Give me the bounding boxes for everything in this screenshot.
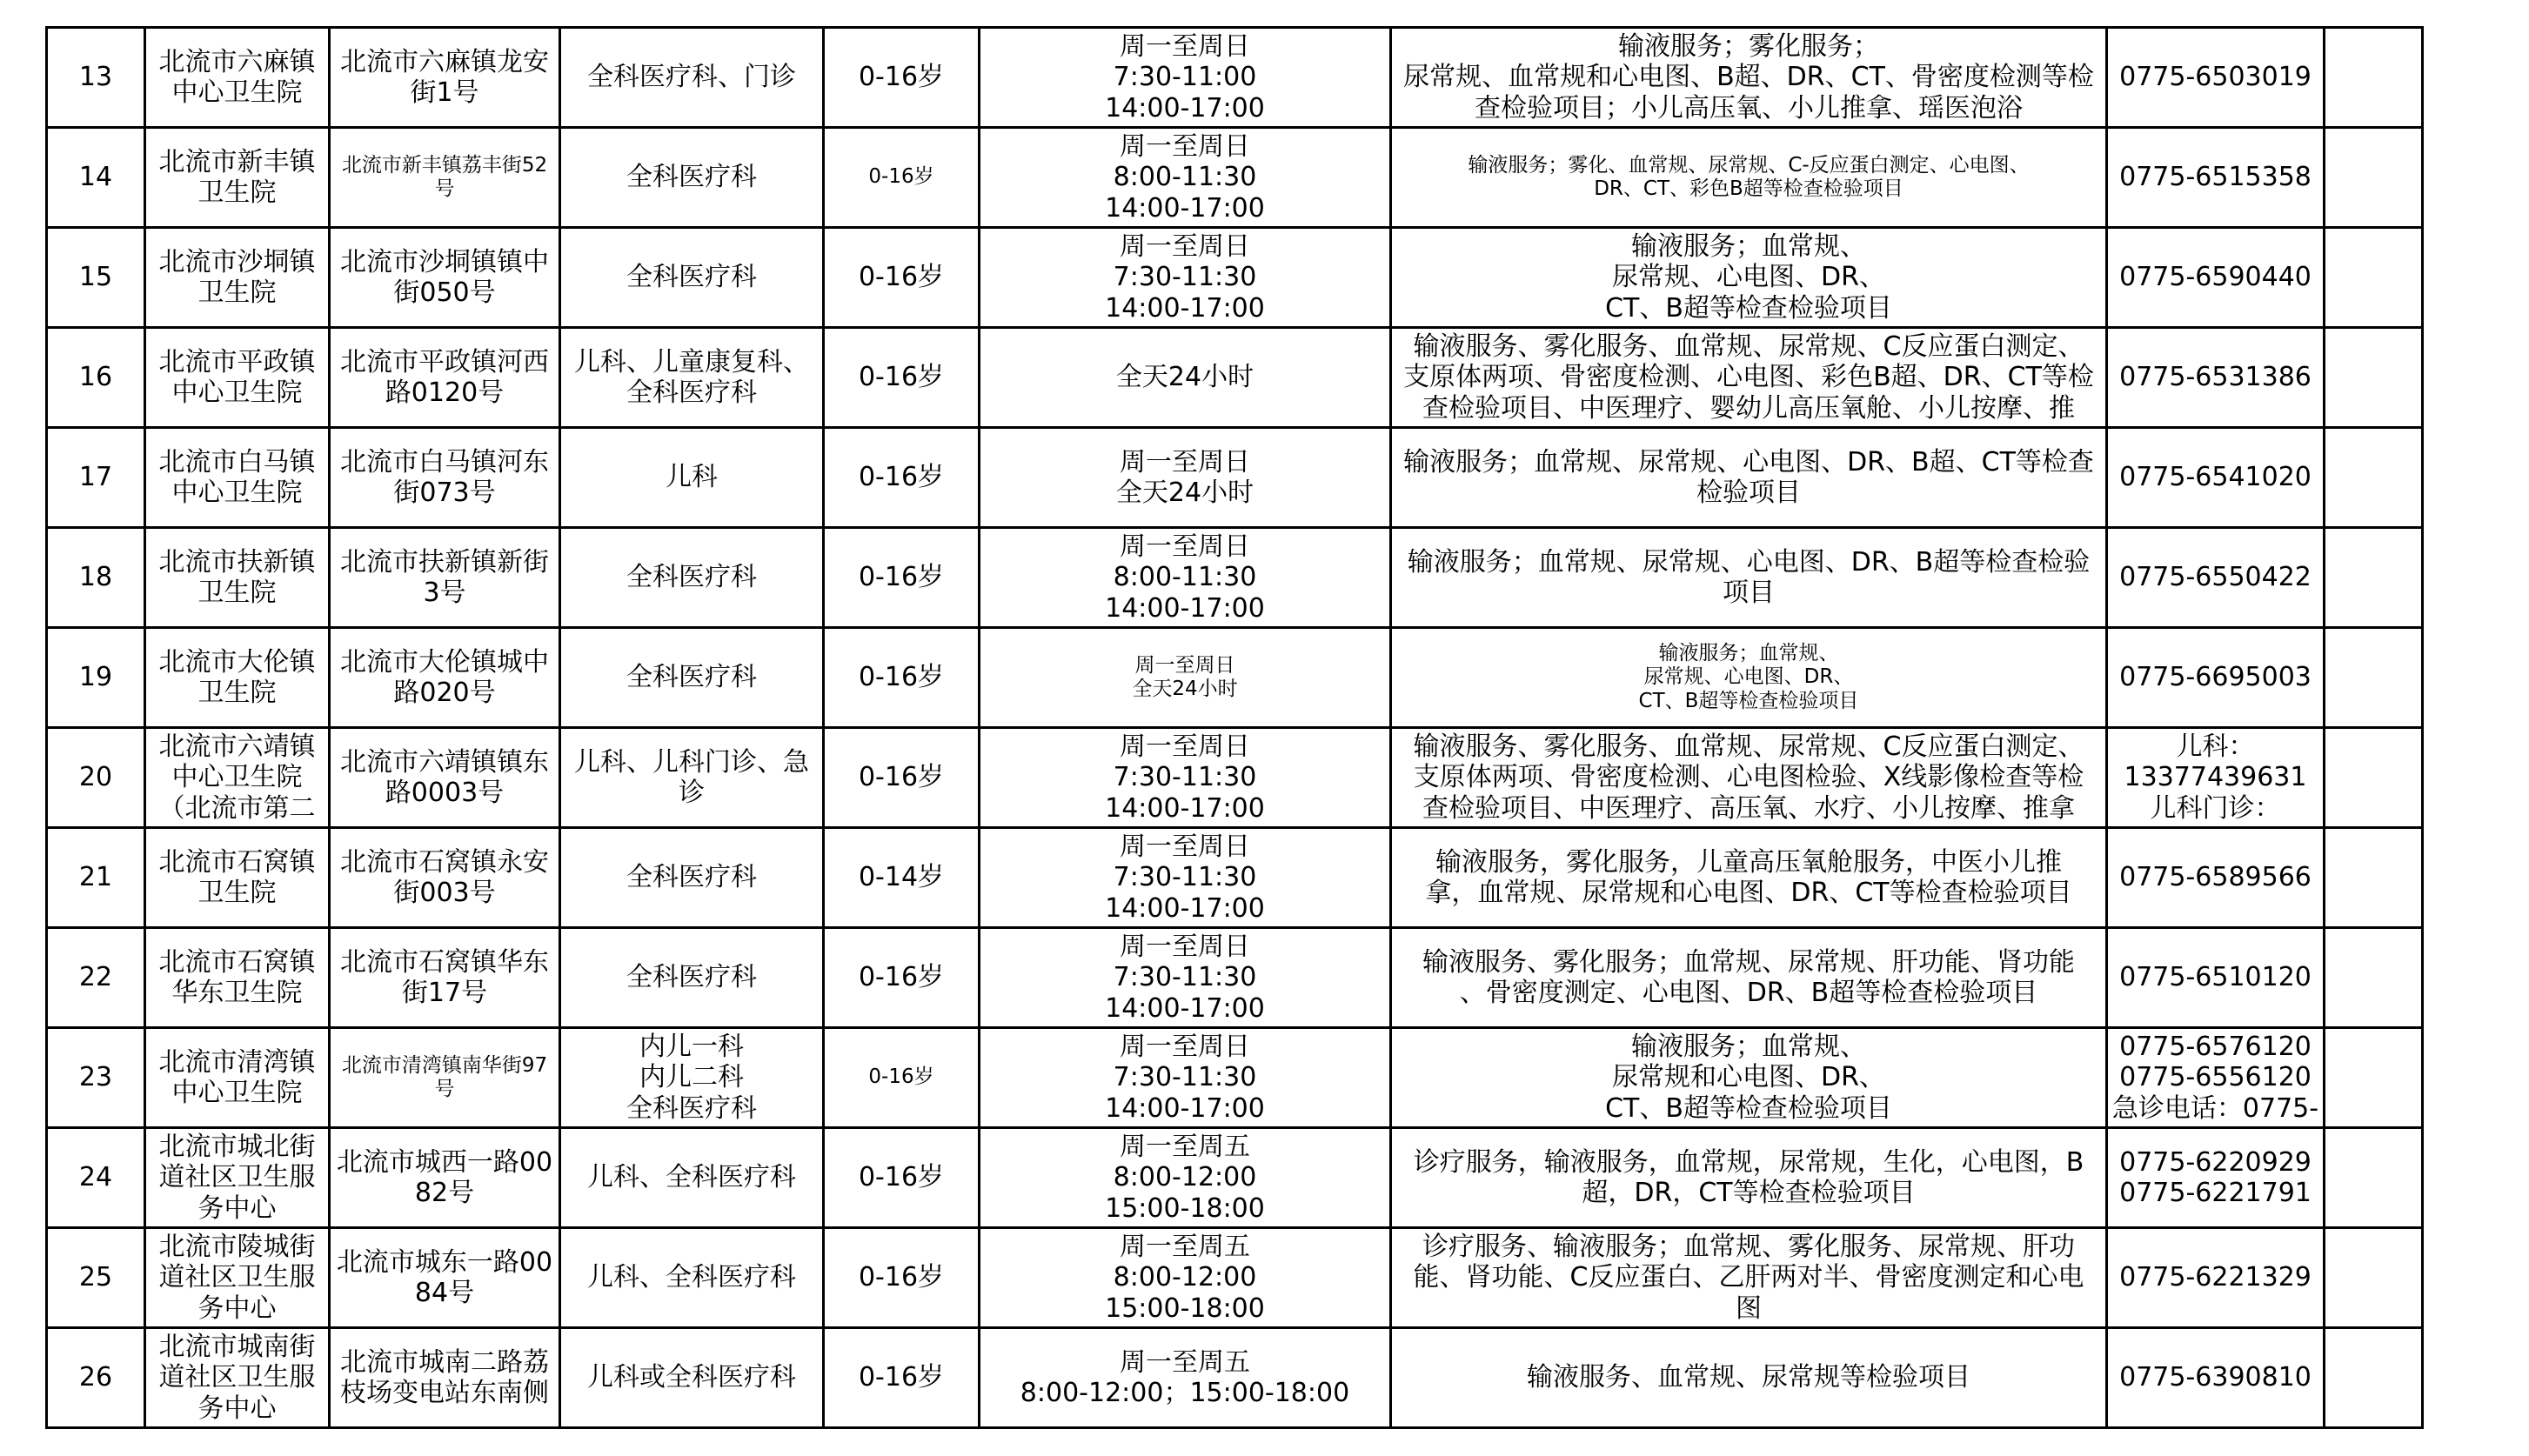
note-cell — [2325, 528, 2423, 628]
phone-cell — [2107, 828, 2325, 928]
institution-name-cell: 北流市新丰镇卫生院 — [145, 128, 330, 228]
address-cell: 北流市六靖镇镇东路0003号 — [330, 728, 560, 828]
department-cell: 全科医疗科、门诊 — [560, 28, 824, 128]
services-line: 项目 — [1723, 578, 1775, 608]
department-cell: 全科医疗科 — [560, 928, 824, 1028]
services-line: 、骨密度测定、心电图、DR、B超等检查检验项目 — [1459, 978, 2038, 1008]
phone-cell — [2107, 228, 2325, 328]
phone-cell — [2107, 928, 2325, 1028]
phone-line: 急诊电话：0775- — [2111, 1092, 2319, 1124]
service-hours-cell — [980, 628, 1391, 728]
phone-cell — [2107, 1128, 2325, 1228]
service-hours-line: 周一至周日 — [1120, 831, 1250, 862]
department-cell — [560, 1028, 824, 1128]
service-hours-cell — [980, 1128, 1391, 1228]
phone-line: 13377439631 — [2124, 762, 2307, 793]
note-cell — [2325, 728, 2423, 828]
services-cell — [1391, 28, 2107, 128]
age-range-cell: 0-16岁 — [824, 1128, 980, 1228]
services-line: 输液服务；血常规、 — [1658, 642, 1839, 665]
phone-cell — [2107, 728, 2325, 828]
age-range-cell: 0-16岁 — [824, 1228, 980, 1328]
note-cell — [2325, 828, 2423, 928]
services-line: 输液服务、血常规、尿常规等检验项目 — [1527, 1362, 1970, 1393]
institution-name-cell: 北流市白马镇中心卫生院 — [145, 428, 330, 528]
phone-line: 0775-6221329 — [2119, 1262, 2312, 1293]
service-hours-line: 周一至周五 — [1120, 1231, 1250, 1262]
address-cell: 北流市平政镇河西路0120号 — [330, 328, 560, 428]
address-cell: 北流市新丰镇荔丰街52号 — [330, 128, 560, 228]
table-row — [47, 1228, 2423, 1328]
row-number-cell: 25 — [47, 1228, 145, 1328]
phone-cell — [2107, 28, 2325, 128]
phone-cell — [2107, 628, 2325, 728]
row-number-cell: 16 — [47, 328, 145, 428]
service-hours-line: 7:30-11:30 — [1113, 962, 1257, 993]
phone-cell — [2107, 128, 2325, 228]
department-cell: 儿科、全科医疗科 — [560, 1228, 824, 1328]
service-hours-line: 周一至周五 — [1120, 1131, 1250, 1162]
services-line: CT、B超等检查检验项目 — [1605, 292, 1892, 324]
services-cell — [1391, 328, 2107, 428]
services-cell — [1391, 528, 2107, 628]
age-range-cell: 0-16岁 — [824, 228, 980, 328]
service-hours-line: 周一至周日 — [1120, 931, 1250, 962]
service-hours-line: 周一至周日 — [1120, 130, 1250, 162]
phone-line: 儿科门诊： — [2150, 792, 2281, 824]
services-cell — [1391, 128, 2107, 228]
table-row — [47, 628, 2423, 728]
note-cell — [2325, 128, 2423, 228]
service-hours-line: 14:00-17:00 — [1105, 892, 1265, 924]
phone-cell — [2107, 1228, 2325, 1328]
service-hours-cell — [980, 928, 1391, 1028]
phone-cell — [2107, 528, 2325, 628]
service-hours-line: 全天24小时 — [1132, 678, 1238, 700]
services-cell — [1391, 928, 2107, 1028]
services-cell — [1391, 1128, 2107, 1228]
department-cell: 全科医疗科 — [560, 628, 824, 728]
row-number-cell: 15 — [47, 228, 145, 328]
services-line: CT、B超等检查检验项目 — [1638, 689, 1859, 712]
services-line: 尿常规和心电图、DR、 — [1612, 1062, 1885, 1093]
phone-cell — [2107, 1028, 2325, 1128]
services-line: 诊疗服务、输液服务；血常规、雾化服务、尿常规、肝功 — [1422, 1231, 2075, 1262]
services-line: 图 — [1736, 1292, 1762, 1324]
table-row — [47, 328, 2423, 428]
phone-line: 0775-6556120 — [2119, 1062, 2312, 1093]
department-cell: 儿科、全科医疗科 — [560, 1128, 824, 1228]
services-line: 输液服务、雾化服务、血常规、尿常规、C反应蛋白测定、 — [1413, 731, 2084, 762]
institution-name-cell: 北流市石窝镇卫生院 — [145, 828, 330, 928]
phone-line: 0775-6695003 — [2119, 662, 2312, 693]
services-line: 超，DR，CT等检查检验项目 — [1582, 1178, 1916, 1208]
services-cell — [1391, 628, 2107, 728]
service-hours-line: 7:30-11:30 — [1113, 1062, 1257, 1093]
department-line: 全科医疗科 — [626, 1092, 757, 1124]
note-cell — [2325, 1128, 2423, 1228]
note-cell — [2325, 428, 2423, 528]
institution-name-cell: 北流市六麻镇中心卫生院 — [145, 28, 330, 128]
department-line: 内儿二科 — [639, 1062, 744, 1093]
service-hours-cell — [980, 328, 1391, 428]
service-hours-cell — [980, 428, 1391, 528]
note-cell — [2325, 28, 2423, 128]
age-range-cell: 0-16岁 — [824, 728, 980, 828]
service-hours-line: 14:00-17:00 — [1105, 992, 1265, 1024]
table-row — [47, 528, 2423, 628]
phone-line: 0775-6221791 — [2119, 1178, 2312, 1208]
service-hours-line: 8:00-11:30 — [1113, 562, 1257, 593]
table-row — [47, 928, 2423, 1028]
table-row — [47, 228, 2423, 328]
row-number-cell: 20 — [47, 728, 145, 828]
phone-line: 0775-6390810 — [2119, 1362, 2312, 1393]
institution-name-cell: 北流市石窝镇华东卫生院 — [145, 928, 330, 1028]
department-cell: 全科医疗科 — [560, 128, 824, 228]
service-hours-line: 7:30-11:30 — [1113, 862, 1257, 893]
service-hours-cell — [980, 728, 1391, 828]
service-hours-line: 全天24小时 — [1115, 362, 1254, 393]
row-number-cell: 18 — [47, 528, 145, 628]
service-hours-line: 7:30-11:30 — [1113, 262, 1257, 293]
address-cell: 北流市石窝镇永安街003号 — [330, 828, 560, 928]
services-line: 查检验项目、中医理疗、婴幼儿高压氧舱、小儿按摩、推 — [1422, 392, 2075, 424]
table-row — [47, 128, 2423, 228]
phone-cell — [2107, 428, 2325, 528]
service-hours-cell — [980, 1228, 1391, 1328]
department-cell: 儿科、儿童康复科、全科医疗科 — [560, 328, 824, 428]
service-hours-line: 周一至周日 — [1120, 731, 1250, 762]
address-cell: 北流市城南二路荔枝场变电站东南侧 — [330, 1328, 560, 1428]
department-cell: 儿科、儿科门诊、急诊 — [560, 728, 824, 828]
note-cell — [2325, 1228, 2423, 1328]
note-cell — [2325, 328, 2423, 428]
hospital-info-table — [45, 26, 2424, 1429]
table-row — [47, 1128, 2423, 1228]
row-number-cell: 22 — [47, 928, 145, 1028]
services-line: 查检验项目、中医理疗、高压氧、水疗、小儿按摩、推拿 — [1422, 792, 2075, 824]
age-range-cell: 0-16岁 — [824, 28, 980, 128]
service-hours-line: 周一至周日 — [1120, 230, 1250, 262]
services-line: 诊疗服务，输液服务，血常规，尿常规，生化，心电图，B — [1413, 1146, 2084, 1178]
institution-name-cell: 北流市城南街道社区卫生服务中心 — [145, 1328, 330, 1428]
services-line: 支原体两项、骨密度检测、心电图、彩色B超、DR、CT等检 — [1403, 362, 2094, 393]
table-row — [47, 1328, 2423, 1428]
service-hours-line: 15:00-18:00 — [1105, 1292, 1265, 1324]
note-cell — [2325, 1328, 2423, 1428]
note-cell — [2325, 928, 2423, 1028]
institution-name-cell: 北流市陵城街道社区卫生服务中心 — [145, 1228, 330, 1328]
phone-line: 0775-6220929 — [2119, 1146, 2312, 1178]
services-cell — [1391, 728, 2107, 828]
row-number-cell: 26 — [47, 1328, 145, 1428]
institution-name-cell: 北流市清湾镇中心卫生院 — [145, 1028, 330, 1128]
services-line: 输液服务、雾化服务；血常规、尿常规、肝功能、肾功能 — [1422, 946, 2075, 978]
address-cell: 北流市城东一路0084号 — [330, 1228, 560, 1328]
table-row — [47, 28, 2423, 128]
services-cell — [1391, 228, 2107, 328]
service-hours-line: 周一至周日 — [1120, 1031, 1250, 1062]
phone-cell — [2107, 328, 2325, 428]
service-hours-line: 周一至周日 — [1120, 30, 1250, 62]
service-hours-cell — [980, 28, 1391, 128]
phone-line: 0775-6589566 — [2119, 862, 2312, 893]
service-hours-cell — [980, 1328, 1391, 1428]
institution-name-cell: 北流市扶新镇卫生院 — [145, 528, 330, 628]
service-hours-cell — [980, 128, 1391, 228]
services-line: 尿常规、血常规和心电图、B超、DR、CT、骨密度检测等检 — [1403, 62, 2094, 93]
service-hours-line: 14:00-17:00 — [1105, 592, 1265, 624]
department-cell: 儿科 — [560, 428, 824, 528]
age-range-cell: 0-16岁 — [824, 1328, 980, 1428]
service-hours-line: 7:30-11:30 — [1113, 762, 1257, 793]
institution-name-cell: 北流市六靖镇中心卫生院（北流市第二 — [145, 728, 330, 828]
service-hours-line: 8:00-12:00；15:00-18:00 — [1020, 1378, 1350, 1408]
age-range-cell: 0-16岁 — [824, 628, 980, 728]
institution-name-cell: 北流市大伦镇卫生院 — [145, 628, 330, 728]
services-line: 查检验项目；小儿高压氧、小儿推拿、瑶医泡浴 — [1475, 92, 2023, 124]
phone-line: 0775-6515358 — [2119, 162, 2312, 193]
age-range-cell: 0-16岁 — [824, 128, 980, 228]
phone-line: 0775-6541020 — [2119, 462, 2312, 493]
phone-line: 0775-6510120 — [2119, 962, 2312, 993]
services-line: DR、CT、彩色B超等检查检验项目 — [1594, 177, 1903, 200]
address-cell: 北流市白马镇河东街073号 — [330, 428, 560, 528]
age-range-cell: 0-16岁 — [824, 528, 980, 628]
services-line: 输液服务，雾化服务，儿童高压氧舱服务，中医小儿推 — [1435, 846, 2062, 878]
row-number-cell: 13 — [47, 28, 145, 128]
institution-name-cell: 北流市沙垌镇卫生院 — [145, 228, 330, 328]
phone-line: 0775-6503019 — [2119, 62, 2312, 93]
services-line: 尿常规、心电图、DR、 — [1643, 665, 1854, 689]
age-range-cell: 0-14岁 — [824, 828, 980, 928]
service-hours-cell — [980, 228, 1391, 328]
service-hours-line: 14:00-17:00 — [1105, 292, 1265, 324]
service-hours-line: 周一至周日 — [1134, 653, 1235, 677]
age-range-cell: 0-16岁 — [824, 1028, 980, 1128]
service-hours-line: 14:00-17:00 — [1105, 1092, 1265, 1124]
department-line: 内儿一科 — [639, 1031, 744, 1062]
address-cell: 北流市大伦镇城中路020号 — [330, 628, 560, 728]
address-cell: 北流市清湾镇南华街97号 — [330, 1028, 560, 1128]
institution-name-cell: 北流市平政镇中心卫生院 — [145, 328, 330, 428]
address-cell: 北流市城西一路0082号 — [330, 1128, 560, 1228]
service-hours-line: 8:00-12:00 — [1113, 1262, 1257, 1293]
department-cell: 儿科或全科医疗科 — [560, 1328, 824, 1428]
service-hours-line: 8:00-11:30 — [1113, 162, 1257, 193]
services-cell — [1391, 1228, 2107, 1328]
phone-line: 儿科： — [2176, 731, 2255, 762]
note-cell — [2325, 1028, 2423, 1128]
service-hours-cell — [980, 528, 1391, 628]
address-cell: 北流市六麻镇龙安街1号 — [330, 28, 560, 128]
row-number-cell: 21 — [47, 828, 145, 928]
department-cell: 全科医疗科 — [560, 228, 824, 328]
table-row — [47, 828, 2423, 928]
age-range-cell: 0-16岁 — [824, 928, 980, 1028]
age-range-cell: 0-16岁 — [824, 328, 980, 428]
services-line: 输液服务；血常规、 — [1631, 1031, 1866, 1062]
service-hours-cell — [980, 828, 1391, 928]
note-cell — [2325, 228, 2423, 328]
row-number-cell: 14 — [47, 128, 145, 228]
department-cell: 全科医疗科 — [560, 828, 824, 928]
phone-line: 0775-6531386 — [2119, 362, 2312, 393]
services-line: 检验项目 — [1696, 478, 1801, 508]
service-hours-line: 7:30-11:00 — [1113, 62, 1257, 93]
address-cell: 北流市沙垌镇镇中街050号 — [330, 228, 560, 328]
services-line: CT、B超等检查检验项目 — [1605, 1092, 1892, 1124]
service-hours-line: 周一至周日 — [1120, 446, 1250, 478]
address-cell: 北流市石窝镇华东街17号 — [330, 928, 560, 1028]
service-hours-line: 周一至周五 — [1120, 1346, 1250, 1378]
service-hours-line: 14:00-17:00 — [1105, 192, 1265, 224]
services-line: 输液服务；血常规、 — [1631, 230, 1866, 262]
address-cell: 北流市扶新镇新街3号 — [330, 528, 560, 628]
phone-cell — [2107, 1328, 2325, 1428]
services-cell — [1391, 1028, 2107, 1128]
service-hours-cell — [980, 1028, 1391, 1128]
department-cell: 全科医疗科 — [560, 528, 824, 628]
services-line: 支原体两项、骨密度检测、心电图检验、X线影像检查等检 — [1413, 762, 2084, 793]
institution-name-cell: 北流市城北街道社区卫生服务中心 — [145, 1128, 330, 1228]
service-hours-line: 周一至周日 — [1120, 531, 1250, 562]
row-number-cell: 24 — [47, 1128, 145, 1228]
services-line: 尿常规、心电图、DR、 — [1612, 262, 1885, 293]
services-line: 能、肾功能、C反应蛋白、乙肝两对半、骨密度测定和心电 — [1413, 1262, 2084, 1293]
services-line: 输液服务；雾化服务； — [1618, 30, 1879, 62]
row-number-cell: 19 — [47, 628, 145, 728]
service-hours-line: 15:00-18:00 — [1105, 1192, 1265, 1224]
services-line: 拿，血常规、尿常规和心电图、DR、CT等检查检验项目 — [1425, 878, 2072, 908]
phone-line: 0775-6576120 — [2119, 1031, 2312, 1062]
table-row — [47, 728, 2423, 828]
table-row — [47, 428, 2423, 528]
service-hours-line: 14:00-17:00 — [1105, 92, 1265, 124]
row-number-cell: 17 — [47, 428, 145, 528]
phone-line: 0775-6590440 — [2119, 262, 2312, 293]
services-cell — [1391, 428, 2107, 528]
note-cell — [2325, 628, 2423, 728]
services-line: 输液服务；血常规、尿常规、心电图、DR、B超等检查检验 — [1407, 546, 2091, 578]
services-line: 输液服务、雾化服务、血常规、尿常规、C反应蛋白测定、 — [1413, 331, 2084, 362]
service-hours-line: 全天24小时 — [1115, 478, 1254, 508]
age-range-cell: 0-16岁 — [824, 428, 980, 528]
service-hours-line: 8:00-12:00 — [1113, 1162, 1257, 1193]
table-row — [47, 1028, 2423, 1128]
phone-line: 0775-6550422 — [2119, 562, 2312, 593]
services-cell — [1391, 828, 2107, 928]
services-line: 输液服务；血常规、尿常规、心电图、DR、B超、CT等检查 — [1403, 446, 2094, 478]
services-line: 输液服务；雾化、血常规、尿常规、C-反应蛋白测定、心电图、 — [1468, 153, 2030, 177]
row-number-cell: 23 — [47, 1028, 145, 1128]
service-hours-line: 14:00-17:00 — [1105, 792, 1265, 824]
services-cell — [1391, 1328, 2107, 1428]
